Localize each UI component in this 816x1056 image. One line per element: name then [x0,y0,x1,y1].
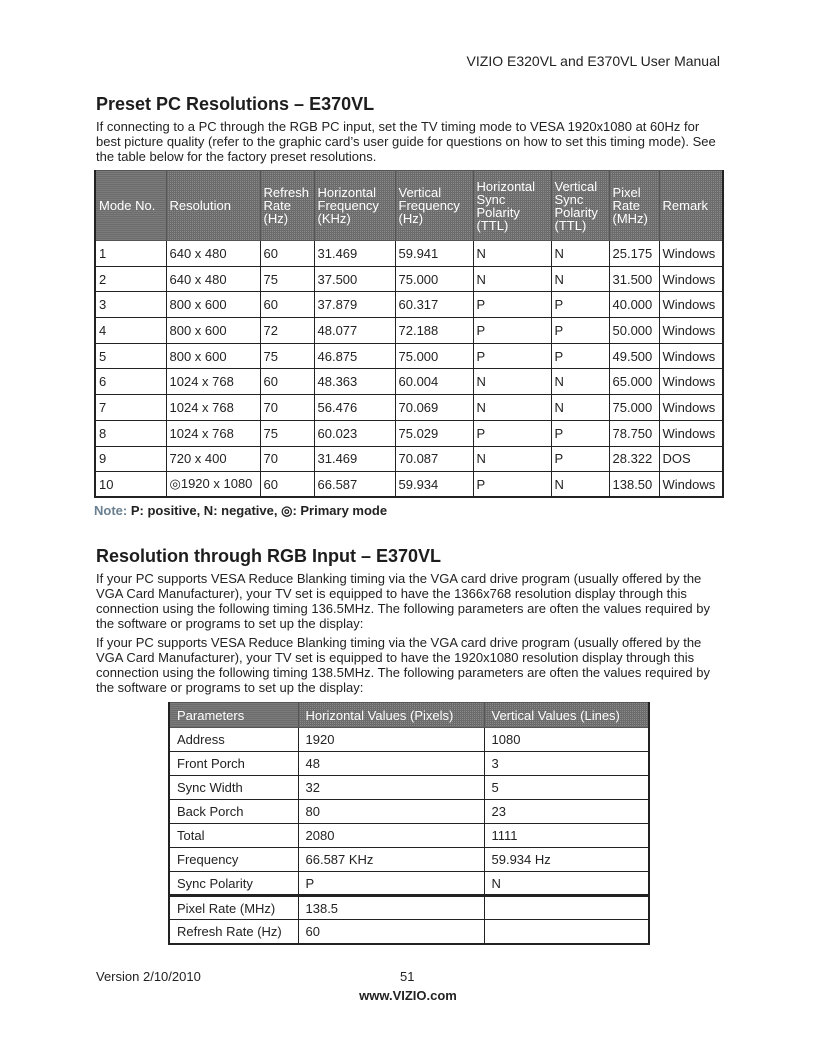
note-text: P: positive, N: negative, ◎: Primary mode [130,503,388,519]
table-cell: 66.587 KHz [298,848,484,872]
column-header: Resolution [166,171,260,241]
column-header: Vertical Frequency (Hz) [395,171,473,241]
table-cell: 1920 [298,728,484,752]
table-row [95,369,723,395]
rgb-parameters-table [168,702,650,945]
table-cell: 1080 [484,728,649,752]
table-cell: 1024 x 768 [166,369,260,395]
preset-title: Preset PC Resolutions – E370VL [96,94,375,114]
table-row [95,292,723,318]
table-cell: Windows [659,266,723,292]
params-table-header [169,703,649,728]
table-cell: P [551,446,609,472]
table-cell: 60 [260,292,314,318]
table-cell: Windows [659,395,723,421]
table-cell: Sync Width [169,776,298,800]
table-row [169,920,649,944]
table-cell: 48 [298,752,484,776]
table-cell: Windows [659,369,723,395]
table-cell: P [473,420,551,446]
table-cell: N [551,395,609,421]
note-label: Note: [94,503,128,519]
table-cell: 75 [260,343,314,369]
table-row [169,872,649,896]
table-row [95,318,723,344]
table-cell: Frequency [169,848,298,872]
table-row [95,420,723,446]
table-cell: 46.875 [314,343,395,369]
table-cell: 37.879 [314,292,395,318]
table-cell: 40.000 [609,292,659,318]
preset-resolutions-table [94,170,724,498]
table-cell: N [473,369,551,395]
table-cell: 1024 x 768 [166,420,260,446]
table-cell: P [298,872,484,896]
table-cell: 70 [260,395,314,421]
table-cell: 5 [95,343,166,369]
table-cell: 32 [298,776,484,800]
table-cell: P [473,343,551,369]
table-cell: Total [169,824,298,848]
table-cell: P [473,292,551,318]
column-header: Refresh Rate (Hz) [260,171,314,241]
table-cell: 8 [95,420,166,446]
table-cell: 59.941 [395,241,473,267]
table-cell: 72.188 [395,318,473,344]
rgb-title: Resolution through RGB Input – E370VL [96,546,442,566]
table-cell: 7 [95,395,166,421]
preset-table-wrapper [94,170,724,519]
table-row [95,343,723,369]
table-cell: Address [169,728,298,752]
table-cell: N [484,872,649,896]
footer-version: Version 2/10/2010 [96,969,201,984]
table-row [95,446,723,472]
table-cell: P [551,318,609,344]
table-cell: N [473,395,551,421]
table-cell: 60 [260,241,314,267]
table-cell: Windows [659,318,723,344]
table-cell: 70 [260,446,314,472]
table-cell: 75.000 [609,395,659,421]
table-cell: 800 x 600 [166,318,260,344]
table-cell: N [473,266,551,292]
preset-intro: If connecting to a PC through the RGB PC input, set the TV timing mode to VESA 1920x1080 at 60Hz for best picture quality (refer to the graphic card’s user guide for questions on how to set this timing mode). See the table below for the factory preset resolutions. [96,119,716,164]
table-cell: 1 [95,241,166,267]
table-cell: 28.322 [609,446,659,472]
table-cell: 59.934 Hz [484,848,649,872]
table-row [169,728,649,752]
table-cell: 60.317 [395,292,473,318]
column-header: Horizontal Frequency (KHz) [314,171,395,241]
table-cell: DOS [659,446,723,472]
table-row [169,776,649,800]
table-cell: P [551,343,609,369]
table-cell: 800 x 600 [166,343,260,369]
table-cell: 31.500 [609,266,659,292]
table-cell: Back Porch [169,800,298,824]
column-header: Mode No. [95,171,166,241]
table-cell: 1024 x 768 [166,395,260,421]
table-cell: Pixel Rate (MHz) [169,896,298,920]
table-cell: 640 x 480 [166,266,260,292]
table-cell: 80 [298,800,484,824]
table-cell: N [551,472,609,498]
table-cell: Windows [659,241,723,267]
table-row [95,266,723,292]
page-number: 51 [400,969,415,984]
table-cell: N [551,369,609,395]
table-cell: 50.000 [609,318,659,344]
table-cell: Windows [659,343,723,369]
table-cell: 66.587 [314,472,395,498]
table-row [169,896,649,920]
table-cell: 65.000 [609,369,659,395]
table-cell: 60.023 [314,420,395,446]
table-row [169,824,649,848]
table-row [95,241,723,267]
rgb-paragraph-2: If your PC supports VESA Reduce Blanking timing via the VGA card drive program (usually offered by the VGA Card Manufacturer), your TV set is equipped to have the 1920x1080 resolution display through this connection using the following timing 138.5MHz. The following parameters are often the values required by the software or programs to set up the display: [96,635,710,695]
table-cell: 3 [95,292,166,318]
table-cell: 37.500 [314,266,395,292]
rgb-paragraph-1: If your PC supports VESA Reduce Blanking timing via the VGA card drive program (usually offered by the VGA Card Manufacturer), your TV set is equipped to have the 1366x768 resolution display through this connection using the following timing 136.5MHz. The following parameters are often the values required by the software or programs to set up the display: [96,571,710,631]
table-cell: 31.469 [314,241,395,267]
table-cell: Front Porch [169,752,298,776]
table-cell: 25.175 [609,241,659,267]
table-cell: 60 [298,920,484,944]
table-cell: 6 [95,369,166,395]
footer-url: www.VIZIO.com [359,988,457,1003]
table-cell [484,920,649,944]
table-cell: 138.5 [298,896,484,920]
rgb-section [96,546,720,695]
table-cell: 60 [260,472,314,498]
table-cell: N [473,446,551,472]
column-header: Horizontal Sync Polarity (TTL) [473,171,551,241]
table-cell: 72 [260,318,314,344]
table-cell: 75 [260,420,314,446]
table-cell: Sync Polarity [169,872,298,896]
preset-section [96,94,720,164]
table-cell: 138.50 [609,472,659,498]
running-header: VIZIO E320VL and E370VL User Manual [466,53,720,69]
table-cell: Windows [659,472,723,498]
table-row [95,472,723,498]
table-cell: 640 x 480 [166,241,260,267]
column-header: Vertical Sync Polarity (TTL) [551,171,609,241]
table-cell: 2 [95,266,166,292]
table-cell: 31.469 [314,446,395,472]
table-cell: 60 [260,369,314,395]
table-cell: Windows [659,292,723,318]
table-cell: P [551,292,609,318]
table-cell: 800 x 600 [166,292,260,318]
table-cell: P [473,472,551,498]
table-cell: Windows [659,420,723,446]
table-cell: 23 [484,800,649,824]
table-cell: N [473,241,551,267]
table-row [169,848,649,872]
table-cell: ◎1920 x 1080 [166,472,260,498]
table-cell: N [551,241,609,267]
table-cell: 9 [95,446,166,472]
table-cell: 4 [95,318,166,344]
table-cell: Refresh Rate (Hz) [169,920,298,944]
table-row [169,800,649,824]
table-cell [484,896,649,920]
table-cell: 70.087 [395,446,473,472]
table-cell: P [551,420,609,446]
preset-table-header [95,171,723,241]
table-cell: 2080 [298,824,484,848]
table-cell: N [551,266,609,292]
table-cell: 56.476 [314,395,395,421]
table-cell: 10 [95,472,166,498]
table-cell: 70.069 [395,395,473,421]
table-cell: 1111 [484,824,649,848]
table-cell: 75.000 [395,266,473,292]
table-cell: 75.029 [395,420,473,446]
table-cell: 720 x 400 [166,446,260,472]
column-header: Pixel Rate (MHz) [609,171,659,241]
column-header: Parameters [169,703,298,728]
column-header: Vertical Values (Lines) [484,703,649,728]
column-header: Horizontal Values (Pixels) [298,703,484,728]
table-cell: 48.077 [314,318,395,344]
table-cell: 78.750 [609,420,659,446]
table-cell: 48.363 [314,369,395,395]
table-row [169,752,649,776]
table-cell: 75 [260,266,314,292]
table-cell: 59.934 [395,472,473,498]
table-cell: 75.000 [395,343,473,369]
table-cell: 5 [484,776,649,800]
table-cell: 60.004 [395,369,473,395]
column-header: Remark [659,171,723,241]
table-note [94,503,724,519]
table-cell: 3 [484,752,649,776]
table-row [95,395,723,421]
table-cell: 49.500 [609,343,659,369]
table-cell: P [473,318,551,344]
